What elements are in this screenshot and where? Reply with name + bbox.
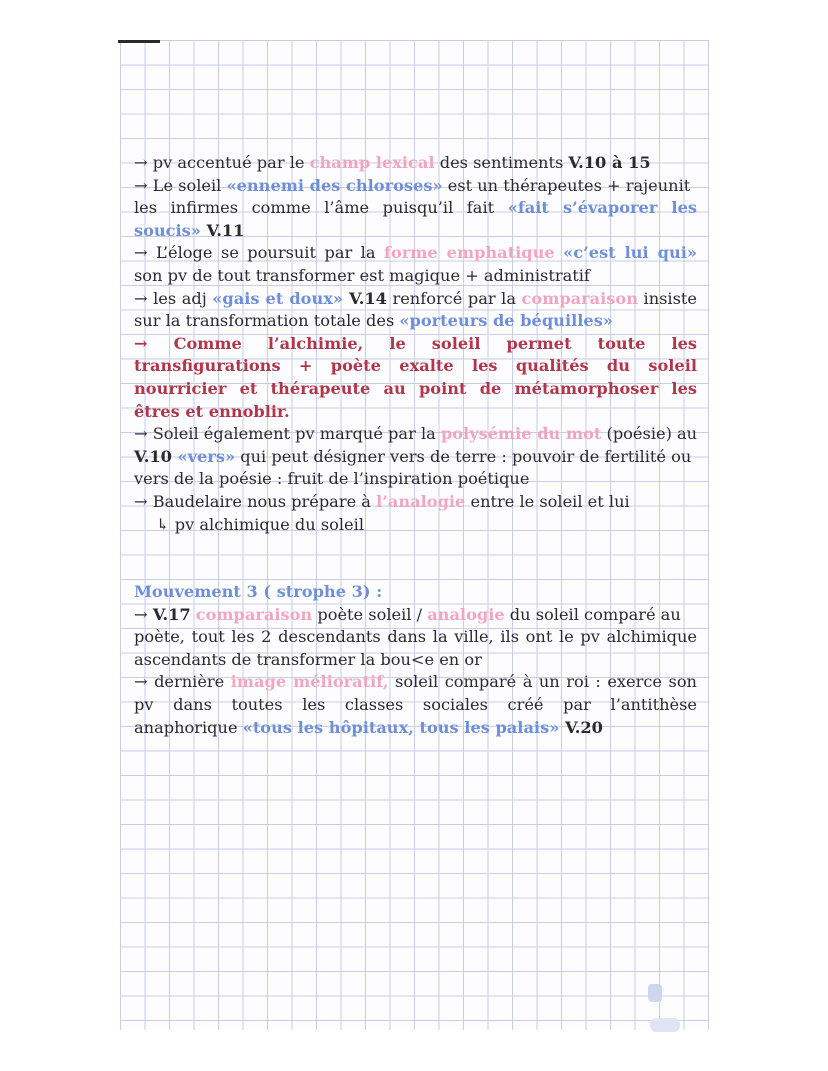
note-line [134, 446, 697, 469]
note-line [134, 401, 697, 424]
highlight-term: forme emphatique [383, 243, 555, 263]
text: sur la transformation totale des [134, 311, 400, 331]
text: → [134, 333, 174, 353]
note-line [134, 717, 697, 740]
highlight-term: image mélioratif, [230, 672, 389, 692]
highlight-term: champ lexical [309, 153, 435, 172]
text: entre le soleil et lui [465, 491, 630, 511]
text: insiste [637, 288, 698, 308]
ink-smudge [650, 1018, 680, 1032]
text: qui peut désigner vers de terre : pouvoir de fertilité ou [235, 446, 692, 466]
text: est un thérapeutes + rajeunit [442, 175, 691, 195]
conclusion-text: Comme l’alchimie, le soleil permet toute les [173, 333, 698, 353]
text: des sentiments [434, 153, 569, 172]
text: → Soleil également pv marqué par la [134, 424, 441, 444]
quote: «fait s’évaporer les [507, 198, 697, 218]
text: pv dans toutes les classes sociales créé par l’antithèse [134, 695, 697, 715]
note-line [134, 152, 697, 175]
text [555, 243, 563, 262]
highlight-term: polysémie du mot [440, 424, 602, 444]
note-line [134, 423, 697, 446]
highlight-term: comparaison [195, 604, 313, 624]
verse-ref: V.10 [134, 446, 172, 466]
highlight-term: analogie [427, 604, 505, 624]
quote: «tous les hôpitaux, tous les palais» [242, 717, 560, 737]
note-line [134, 626, 697, 649]
note-line [134, 288, 697, 311]
quote: «porteurs de béquilles» [399, 311, 613, 331]
note-line [134, 355, 697, 378]
note-line [134, 468, 697, 491]
quote: «ennemi des chloroses» [226, 175, 443, 195]
text: les infirmes comme l’âme puisqu’il fait [134, 198, 508, 218]
text: soleil comparé à un roi : exerce son [388, 672, 697, 692]
text: du soleil comparé au [504, 604, 681, 624]
text: ascendants de transformer la bou<e en or [134, 649, 482, 669]
note-line [134, 694, 697, 717]
note-line [134, 514, 697, 537]
conclusion-text: êtres et ennoblir. [134, 401, 290, 421]
conclusion-text: transfigurations + poète exalte les qualités du soleil [134, 356, 697, 376]
text: (poésie) au [601, 424, 698, 444]
handwritten-notes [134, 152, 697, 739]
spacer [134, 536, 697, 581]
note-line [134, 671, 697, 694]
verse-ref: V.10 à 15 [568, 153, 651, 172]
note-line [134, 333, 697, 356]
note-line [134, 310, 697, 333]
text: anaphorique [134, 717, 243, 737]
paper-corner-mark [118, 40, 160, 43]
note-line [134, 197, 697, 220]
text: ↳ pv alchimique du soleil [156, 514, 364, 534]
note-line [134, 265, 697, 288]
text: → [134, 604, 153, 624]
text: poète, tout les 2 descendants dans la ville, ils ont le pv alchimique [134, 627, 697, 647]
text: renforcé par la [386, 288, 522, 308]
quote: «gais et doux» [212, 288, 343, 308]
quote: soucis» [134, 220, 201, 240]
verse-ref: V.14 [342, 288, 387, 308]
text: son pv de tout transformer est magique + administratif [134, 265, 590, 285]
quote: «vers» [171, 446, 236, 466]
note-line [134, 378, 697, 401]
text: poète soleil / [312, 604, 428, 624]
verse-ref: V.11 [200, 220, 245, 240]
text: → L’éloge se poursuit par la [134, 243, 384, 263]
quote: «c’est lui qui» [563, 243, 697, 263]
text: vers de la poésie : fruit de l’inspiration poétique [134, 469, 530, 489]
ink-smudge [648, 984, 662, 1002]
note-line [134, 242, 697, 265]
note-line [134, 491, 697, 514]
highlight-term: l’analogie [376, 491, 466, 511]
highlight-term: comparaison [521, 288, 638, 308]
note-line [134, 220, 697, 243]
text: → les adj [134, 288, 213, 308]
text: → Baudelaire nous prépare à [134, 491, 377, 511]
note-line [134, 604, 697, 627]
verse-ref: V.17 [152, 604, 191, 624]
note-line [134, 175, 697, 198]
text: → dernière [134, 672, 231, 692]
section-heading: Mouvement 3 ( strophe 3) : [134, 582, 383, 602]
text: → pv accentué par le [134, 153, 310, 172]
conclusion-text: nourricier et thérapeute au point de métamorphoser les [134, 378, 697, 398]
note-line [134, 649, 697, 672]
verse-ref: V.20 [559, 717, 603, 737]
text: → Le soleil [134, 175, 227, 195]
